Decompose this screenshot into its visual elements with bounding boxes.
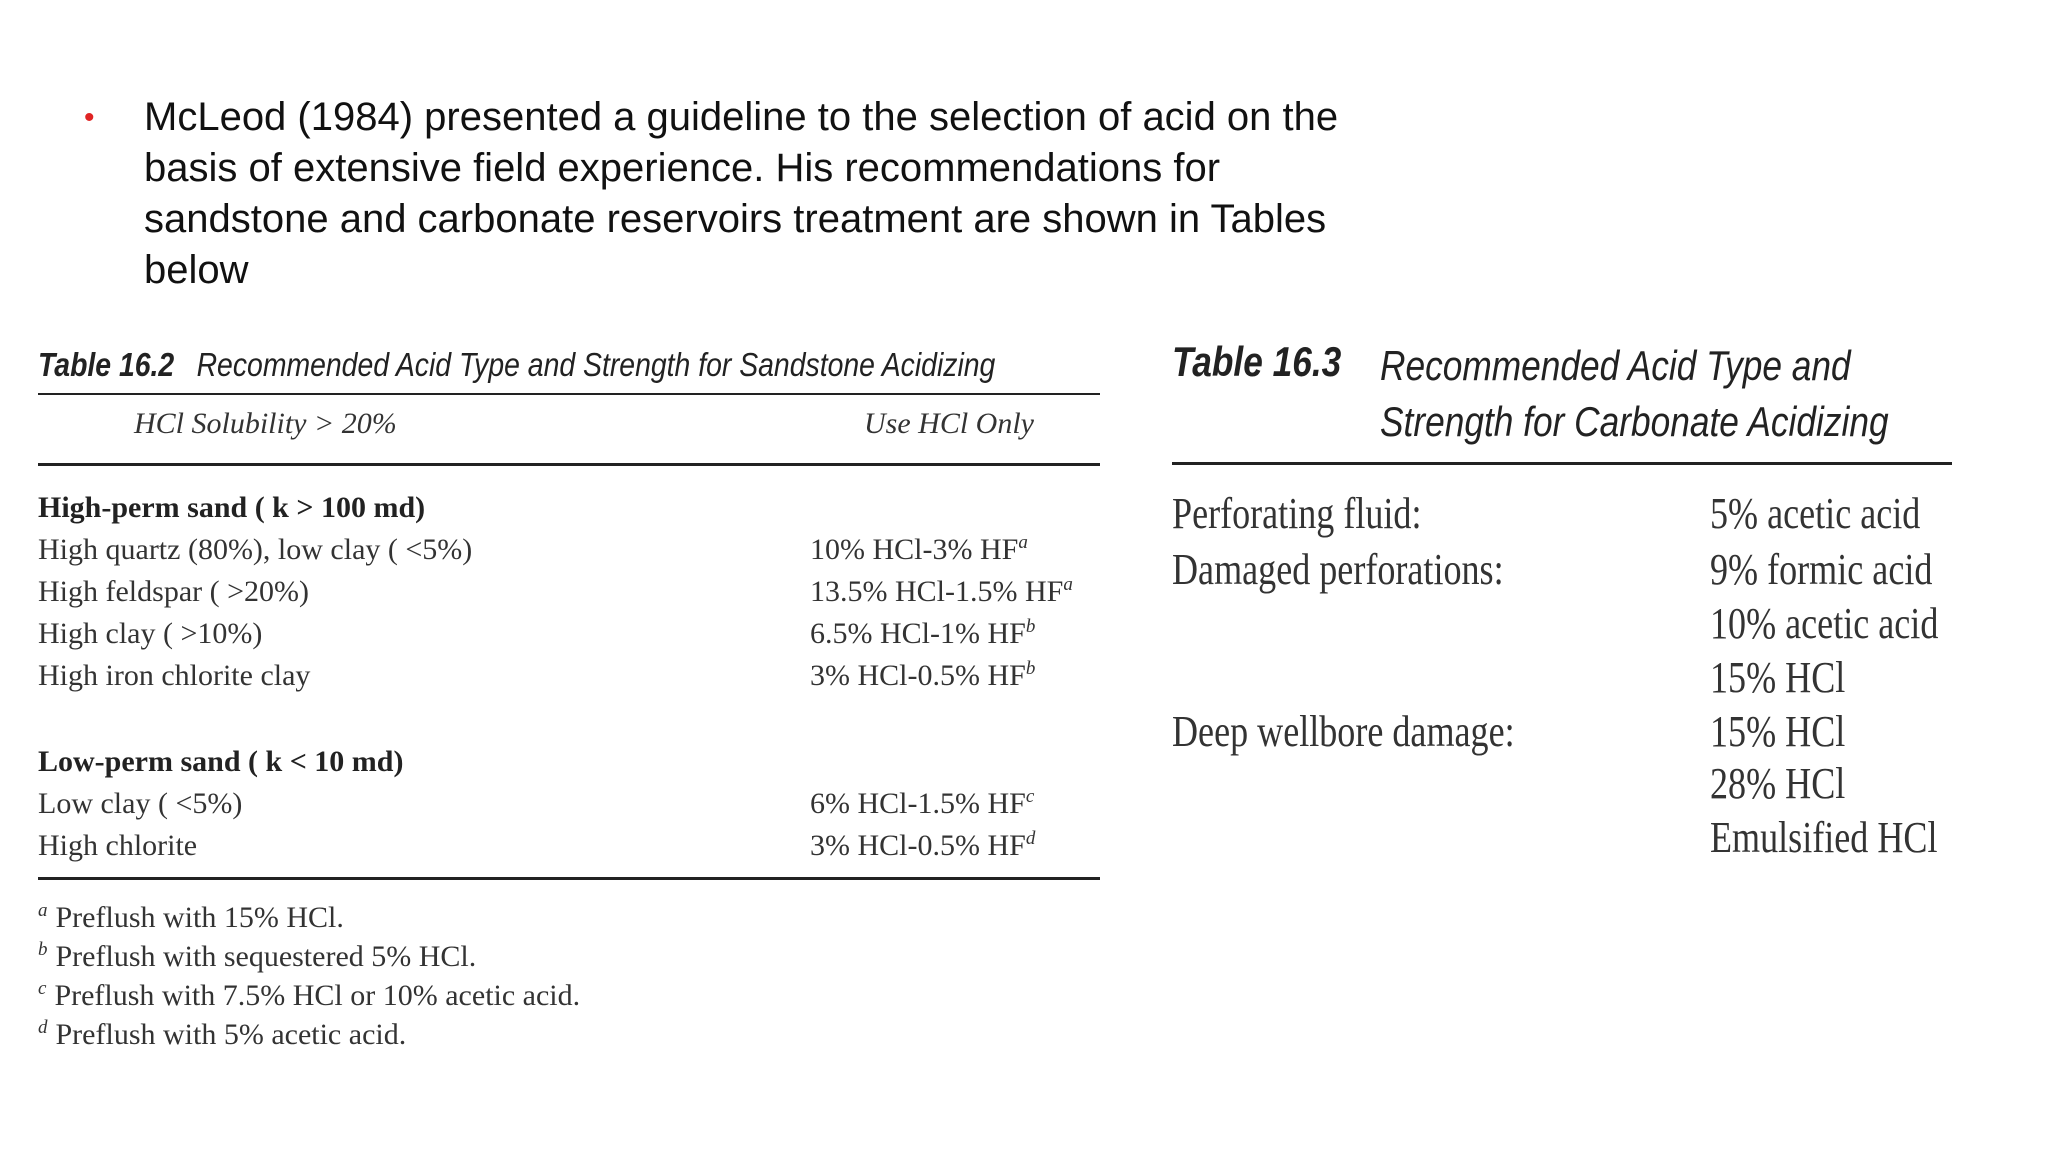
row-label: High quartz (80%), low clay ( <5%) bbox=[38, 533, 473, 566]
footnote-mark: d bbox=[1025, 828, 1036, 849]
condition-label: Damaged perforations: bbox=[1172, 545, 1504, 594]
table-footnote bbox=[38, 940, 476, 974]
row-label: High clay ( >10%) bbox=[38, 617, 263, 650]
footnote-text: Preflush with 15% HCl. bbox=[55, 901, 344, 934]
row-value bbox=[810, 617, 1035, 651]
footnote-mark: c bbox=[1025, 786, 1035, 807]
row-value-text: 6.5% HCl-1% HF bbox=[810, 617, 1026, 650]
table-row bbox=[38, 575, 1100, 617]
condition-label: Perforating fluid: bbox=[1172, 489, 1422, 538]
table-row bbox=[38, 829, 1100, 871]
caption-line: Recommended Acid Type and bbox=[1380, 342, 1851, 389]
table-header-right: Use HCl Only bbox=[864, 407, 1034, 440]
bullet-line: below bbox=[144, 248, 249, 292]
table-caption-number: Table 16.2 bbox=[38, 346, 175, 383]
acid-value: 15% HCl bbox=[1710, 653, 1846, 702]
acid-value: Emulsified HCl bbox=[1710, 813, 1938, 862]
row-label: High iron chlorite clay bbox=[38, 659, 311, 692]
table-caption-title: Recommended Acid Type and Strength for Sandstone Acidizing bbox=[196, 346, 996, 383]
table-rule bbox=[38, 877, 1100, 880]
row-value bbox=[810, 659, 1035, 693]
table-row bbox=[38, 787, 1100, 829]
row-label: High feldspar ( >20%) bbox=[38, 575, 310, 608]
row-label: Low clay ( <5%) bbox=[38, 787, 243, 820]
bullet-line: McLeod (1984) presented a guideline to the selection of acid on the bbox=[144, 95, 1339, 139]
bullet-line: sandstone and carbonate reservoirs treatment are shown in Tables bbox=[144, 197, 1327, 241]
footnote-mark: c bbox=[38, 978, 47, 999]
table-caption-title bbox=[1380, 338, 1889, 450]
acid-value: 9% formic acid bbox=[1710, 545, 1933, 594]
table-row bbox=[38, 533, 1100, 575]
footnote-text: Preflush with 7.5% HCl or 10% acetic acid. bbox=[54, 979, 581, 1012]
table-row bbox=[38, 491, 1100, 533]
footnote-text: Preflush with sequestered 5% HCl. bbox=[55, 940, 477, 973]
acid-value: 28% HCl bbox=[1710, 759, 1846, 808]
row-value-text: 3% HCl-0.5% HF bbox=[810, 659, 1026, 692]
table-rule bbox=[38, 393, 1100, 395]
table-row bbox=[38, 617, 1100, 659]
row-label: Low-perm sand ( k < 10 md) bbox=[38, 745, 404, 778]
table-rule bbox=[38, 463, 1100, 466]
footnote-mark: a bbox=[1063, 574, 1073, 595]
table-footnote bbox=[38, 979, 580, 1013]
footnote-text: Preflush with 5% acetic acid. bbox=[55, 1018, 407, 1051]
acid-value: 15% HCl bbox=[1710, 707, 1846, 756]
condition-label: Deep wellbore damage: bbox=[1172, 707, 1515, 756]
table-footnote bbox=[38, 1018, 406, 1052]
bullet-text bbox=[144, 92, 1524, 296]
footnote-mark: a bbox=[1018, 532, 1028, 553]
footnote-mark: a bbox=[38, 900, 48, 921]
table-row bbox=[38, 745, 1100, 787]
row-value-text: 3% HCl-0.5% HF bbox=[810, 829, 1026, 862]
row-value bbox=[810, 829, 1035, 863]
acid-value: 10% acetic acid bbox=[1710, 599, 1939, 648]
table-caption bbox=[38, 345, 995, 385]
footnote-mark: d bbox=[38, 1017, 48, 1038]
caption-line: Strength for Carbonate Acidizing bbox=[1380, 398, 1889, 445]
row-value bbox=[810, 533, 1028, 567]
table-caption-number: Table 16.3 bbox=[1172, 338, 1342, 385]
footnote-mark: b bbox=[38, 939, 48, 960]
row-value-text: 13.5% HCl-1.5% HF bbox=[810, 575, 1064, 608]
bullet-line: basis of extensive field experience. His recommendations for bbox=[144, 146, 1221, 190]
footnote-mark: b bbox=[1025, 658, 1036, 679]
row-value-text: 10% HCl-3% HF bbox=[810, 533, 1019, 566]
row-value-text: 6% HCl-1.5% HF bbox=[810, 787, 1026, 820]
row-value bbox=[810, 575, 1073, 609]
bullet-dot: • bbox=[84, 101, 95, 134]
table-footnote bbox=[38, 901, 344, 935]
acid-value: 5% acetic acid bbox=[1710, 489, 1921, 538]
footnote-mark: b bbox=[1025, 616, 1036, 637]
row-label: High chlorite bbox=[38, 829, 198, 862]
table-header-left: HCl Solubility > 20% bbox=[134, 407, 397, 440]
row-label: High-perm sand ( k > 100 md) bbox=[38, 491, 426, 524]
table-rule bbox=[1172, 462, 1952, 465]
row-value bbox=[810, 787, 1034, 821]
table-row bbox=[38, 659, 1100, 701]
